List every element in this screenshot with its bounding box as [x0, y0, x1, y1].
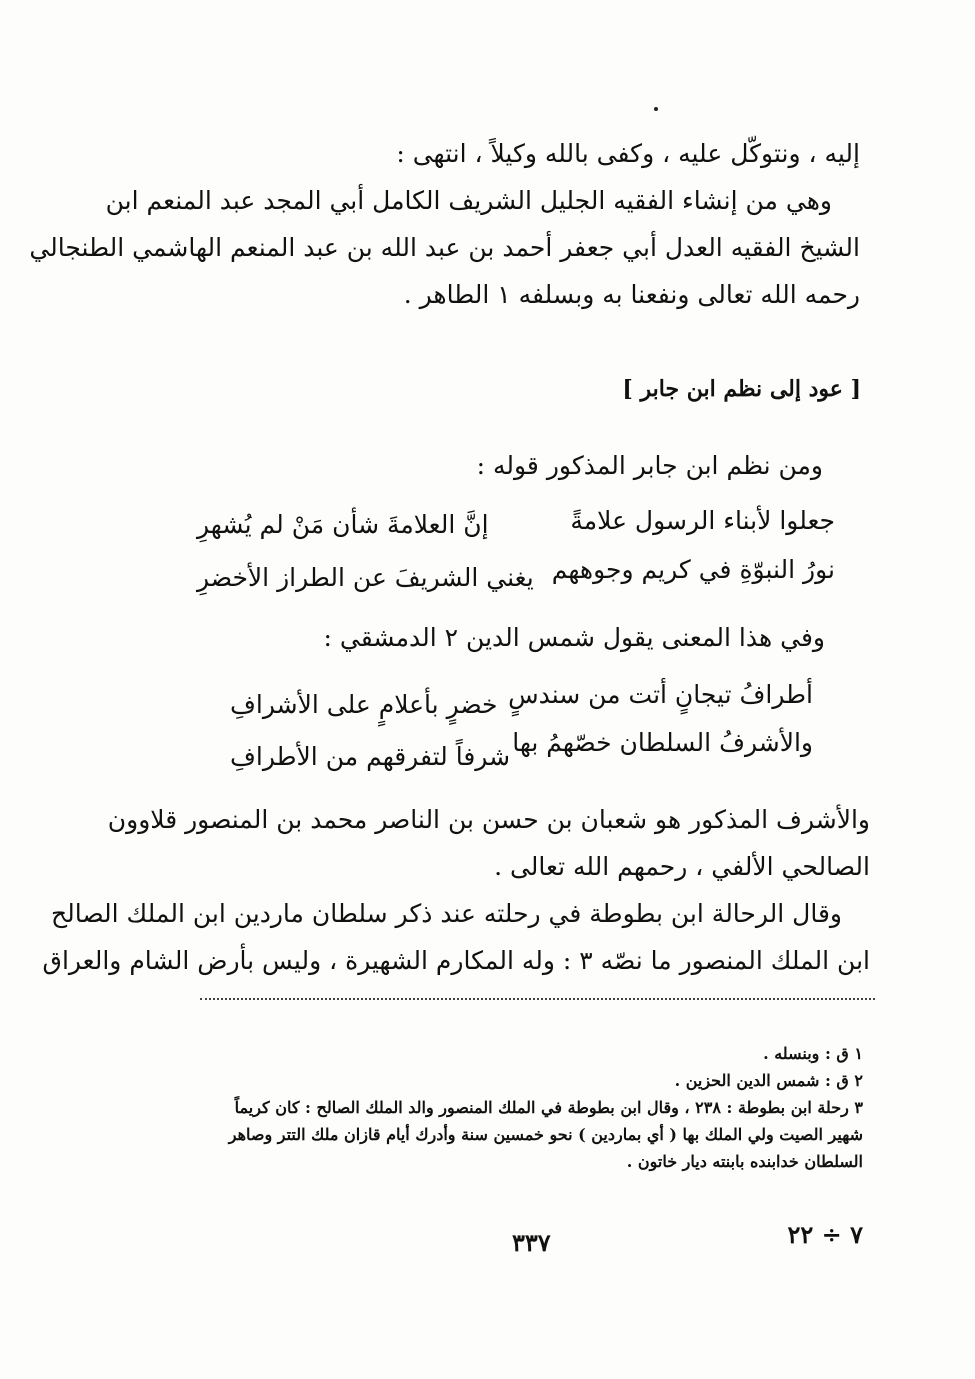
- interlude-line: وفي هذا المعنى يقول شمس الدين ٢ الدمشقي :: [323, 623, 825, 652]
- footnote-item: السلطان خدابنده بابنته ديار خاتون .: [626, 1152, 863, 1171]
- verse-hemistich-first: نورُ النبوّةِ في كريم وجوههم: [551, 555, 835, 584]
- footnote-item: ٣ رحلة ابن بطوطة : ٢٣٨ ، وقال ابن بطوطة في الملك المنصور والد الملك الصالح : كان كريماً: [234, 1098, 863, 1117]
- signature-mark: ٧ ÷ ٢٢: [787, 1220, 863, 1249]
- verse-hemistich-second: إنَّ العلامةَ شأن مَنْ لم يُشهرِ: [197, 510, 489, 539]
- verse-hemistich-first: جعلوا لأبناء الرسول علامةً: [570, 506, 835, 535]
- section-heading: [ عود إلى نظم ابن جابر ]: [622, 376, 861, 402]
- verse-hemistich-first: أطرافُ تيجانٍ أتت من سندسٍ: [508, 680, 813, 709]
- poem-intro: ومن نظم ابن جابر المذكور قوله :: [476, 451, 823, 480]
- ink-speck: [654, 107, 658, 111]
- intro-paragraph: [29, 130, 860, 318]
- verse-hemistich-second: خضرٍ بأعلامٍ على الأشرافِ: [230, 690, 498, 719]
- footnotes: [229, 1040, 863, 1175]
- intro-line: إليه ، ونتوكّل عليه ، وكفى بالله وكيلاً ، انتهى :: [396, 139, 860, 168]
- intro-line: وهي من إنشاء الفقيه الجليل الشريف الكامل أبي المجد عبد المنعم ابن: [105, 186, 832, 215]
- closing-line: ابن الملك المنصور ما نصّه ٣ : وله المكارم الشهيرة ، وليس بأرض الشام والعراق: [42, 946, 870, 975]
- closing-paragraph: [43, 796, 870, 984]
- footnote-item: ١ ق : وبنسله .: [763, 1044, 863, 1063]
- closing-line: وقال الرحالة ابن بطوطة في رحلته عند ذكر سلطان ماردين ابن الملك الصالح: [50, 899, 842, 928]
- page-number: ٣٣٧: [512, 1228, 551, 1257]
- verse-hemistich-second: شرفاً لتفرقهم من الأطرافِ: [230, 742, 511, 771]
- intro-line: رحمه الله تعالى ونفعنا به وبسلفه ١ الطاهر .: [403, 280, 860, 309]
- verse-hemistich-second: يغني الشريفَ عن الطراز الأخضرِ: [197, 563, 534, 592]
- footnote-separator: [200, 998, 875, 1000]
- footnote-item: شهير الصيت ولي الملك بها ( أي بماردين ) نحو خمسين سنة وأدرك أيام قازان ملك التتر وصاهر: [228, 1125, 863, 1144]
- footnote-item: ٢ ق : شمس الدين الحزين .: [674, 1071, 863, 1090]
- intro-line: الشيخ الفقيه العدل أبي جعفر أحمد بن عبد الله بن عبد المنعم الهاشمي الطنجالي: [29, 233, 860, 262]
- closing-line: والأشرف المذكور هو شعبان بن حسن بن الناصر محمد بن المنصور قلاوون: [107, 805, 870, 834]
- closing-line: الصالحي الألفي ، رحمهم الله تعالى .: [494, 852, 870, 881]
- verse-hemistich-first: والأشرفُ السلطان خصّهمُ بها: [512, 728, 813, 757]
